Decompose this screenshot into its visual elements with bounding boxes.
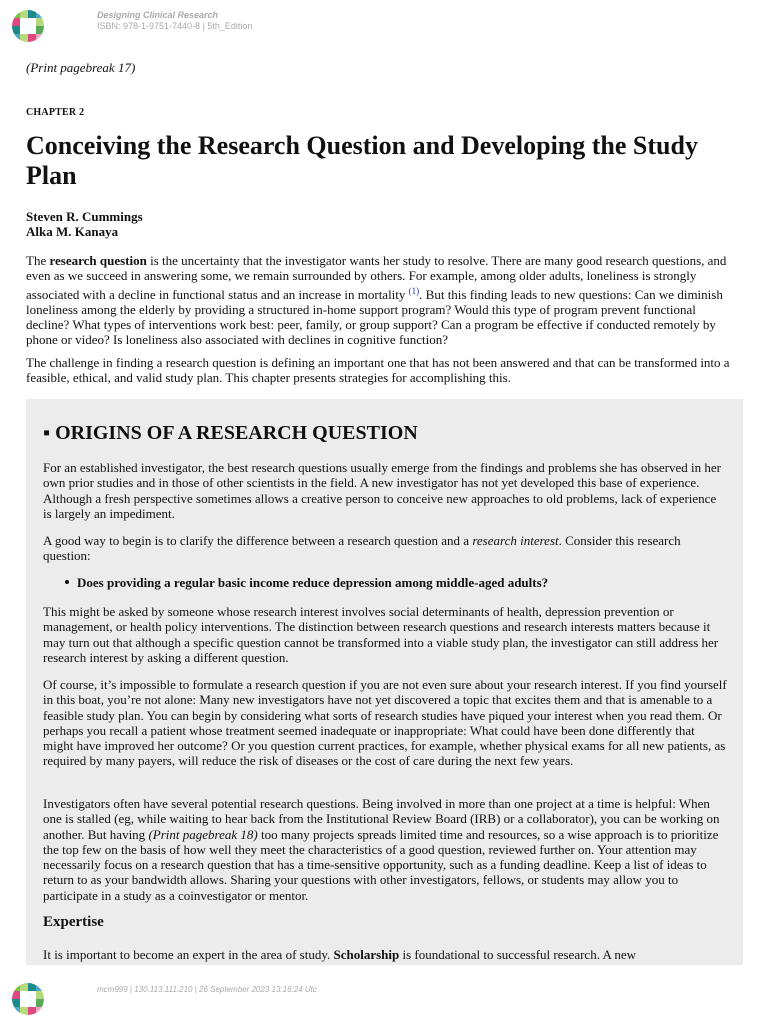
- research-question-bullet: [65, 575, 548, 591]
- logo-tile: [36, 991, 44, 999]
- subsection-heading: Expertise: [43, 914, 104, 930]
- key-term-research-question: research question: [49, 253, 147, 268]
- term-research-interest: research interest: [472, 533, 559, 548]
- logo-tile: [20, 18, 28, 26]
- page-footer: [0, 980, 768, 1024]
- logo-tile: [36, 18, 44, 26]
- p6-text-a: It is important to become an expert in the area of study.: [43, 947, 334, 962]
- section-paragraph-6: [43, 947, 727, 962]
- isbn-line: ISBN: 978-1-9751-7440-8 | 5th_Edition: [97, 21, 253, 31]
- book-title: Designing Clinical Research: [97, 10, 219, 20]
- logo-tile: [20, 999, 28, 1007]
- page-header: [0, 0, 768, 52]
- chapter-title: Conceiving the Research Question and Developing the Study Plan: [26, 131, 698, 190]
- logo-tile: [20, 10, 28, 18]
- section-paragraph-1: For an established investigator, the best research questions usually emerge from the findings and problems she has observed in her own prior studies and in those of other scientists in the field. A new investigator has not yet developed this base of experience. Although a fresh perspective sometimes allows a creative person to conceive new approaches to old problems, lack of experience is largely an impediment.: [43, 460, 721, 521]
- publisher-logo-footer-icon: [12, 983, 44, 1015]
- logo-tile: [20, 26, 28, 34]
- p5-text-a: Investigators often have several potential research questions. Being involved in more than one project at a time is helpful: When one is stalled (eg, while waiting to hear back from the Institutional Review Board (IRB) or a collaborator), you can be working on another. But having: [43, 796, 720, 842]
- logo-tile: [28, 983, 36, 991]
- intro-paragraph-2: The challenge in finding a research question is defining an important one that has not been answered and that can be transformed into a feasible, ethical, and valid study plan. This chapter presents strategies for accomplishing this.: [26, 355, 730, 386]
- logo-tile: [12, 10, 20, 18]
- logo-grid: [12, 10, 44, 42]
- logo-tile: [12, 34, 20, 42]
- access-metadata: mcm999 | 130.113.111.210 | 26 September 2023 13:16:24 Utc: [97, 985, 317, 994]
- logo-tile: [12, 1007, 20, 1015]
- bullet-dot-icon: [65, 580, 69, 584]
- logo-tile: [20, 1007, 28, 1015]
- logo-tile: [20, 983, 28, 991]
- logo-tile: [12, 26, 20, 34]
- author-list: [26, 209, 143, 239]
- book-meta: [97, 10, 252, 32]
- author-name: Alka M. Kanaya: [26, 224, 119, 239]
- logo-tile: [28, 1007, 36, 1015]
- logo-tile: [28, 34, 36, 42]
- logo-tile: [20, 991, 28, 999]
- section-paragraph-4: Of course, it’s impossible to formulate a research question if you are not even sure about your research interest. If you find yourself in this boat, you’re not alone: Many new investigators have not yet discovered a topic that excites them and that is amenable to a feasible study plan. You can begin by considering what sorts of research studies have piqued your interest when you read them. Or perhaps you recall a patient whose treatment seemed inadequate or inappropriate: What could have been done differently that might have improved her outcome? Or you question current practices, for example, whether physical exams for all new patients, as required by many payers, will reduce the risk of diseases or the cost of care during the next few years.: [43, 677, 727, 769]
- logo-tile: [20, 34, 28, 42]
- author-name: Steven R. Cummings: [26, 209, 143, 224]
- logo-tile: [36, 1007, 44, 1015]
- logo-tile: [36, 983, 44, 991]
- intro-text-b: . But this finding leads to new questions: Can we diminish loneliness among the elderly by providing a structured in-home support program? Would this type of program prevent functional decline? What types of interventions work best: peer, family, or group support? Can a program be effective if conducted remotely by phone or video? Is loneliness also associated with declines in cognitive function?: [26, 286, 723, 348]
- section-paragraph-2: [43, 533, 727, 564]
- section-marker: ▪: [43, 422, 51, 444]
- intro-paragraph-1: [26, 253, 736, 348]
- logo-tile: [28, 999, 36, 1007]
- p6-text-b: is foundational to successful research. A new: [399, 947, 637, 962]
- p2-text-a: A good way to begin is to clarify the difference between a research question and a: [43, 533, 473, 548]
- logo-grid: [12, 983, 44, 1015]
- logo-tile: [28, 10, 36, 18]
- logo-tile: [12, 991, 20, 999]
- section-heading: [43, 422, 418, 444]
- logo-tile: [36, 10, 44, 18]
- intro-text-a: is the uncertainty that the investigator wants her study to resolve. There are many good research questions, and even as we succeed in answering some, we remain surrounded by others. For example, among older adults, loneliness is strongly associated with a decline in functional status and an increase in mortality: [26, 253, 727, 302]
- intro-lead: The: [26, 253, 50, 268]
- logo-tile: [36, 34, 44, 42]
- p2-text-b: . Consider this research question:: [43, 533, 681, 564]
- bullet-text: Does providing a regular basic income reduce depression among middle-aged adults?: [77, 575, 549, 590]
- reference-link[interactable]: (1): [408, 285, 420, 296]
- section-heading-text: ORIGINS OF A RESEARCH QUESTION: [55, 422, 418, 444]
- p5-text-b: too many projects spreads limited time and resources, so a wise approach is to prioritize the top few on the basis of how well they meet the characteristics of a good question, reviewed further on. Your attention may necessarily focus on a research question that has a time-sensitive opportunity, such as a funding deadline. Keep a list of ideas to return to as your bandwidth allows. Sharing your questions with other investigators, fellows, or students may allow you to participate in a study as a coinvestigator or mentor.: [43, 826, 719, 903]
- section-paragraph-5: [43, 796, 727, 903]
- chapter-label: CHAPTER 2: [26, 107, 85, 118]
- section-paragraph-3: This might be asked by someone whose research interest involves social determinants of health, depression prevention or management, or health policy interventions. The distinction between research questions and research interests matters because it may turn out that although a specific question cannot be transformed into a viable study plan, the investigator can still address her research interest by asking a different question.: [43, 604, 719, 665]
- logo-tile: [12, 18, 20, 26]
- logo-tile: [36, 999, 44, 1007]
- print-pagebreak-marker: (Print pagebreak 17): [26, 60, 136, 75]
- print-pagebreak-inline: (Print pagebreak 18): [148, 826, 258, 842]
- logo-tile: [28, 18, 36, 26]
- logo-tile: [28, 26, 36, 34]
- logo-tile: [12, 983, 20, 991]
- key-term-scholarship: Scholarship: [333, 947, 400, 962]
- logo-tile: [12, 999, 20, 1007]
- section-box: [26, 399, 743, 965]
- logo-tile: [36, 26, 44, 34]
- publisher-logo-icon: [12, 10, 44, 42]
- logo-tile: [28, 991, 36, 999]
